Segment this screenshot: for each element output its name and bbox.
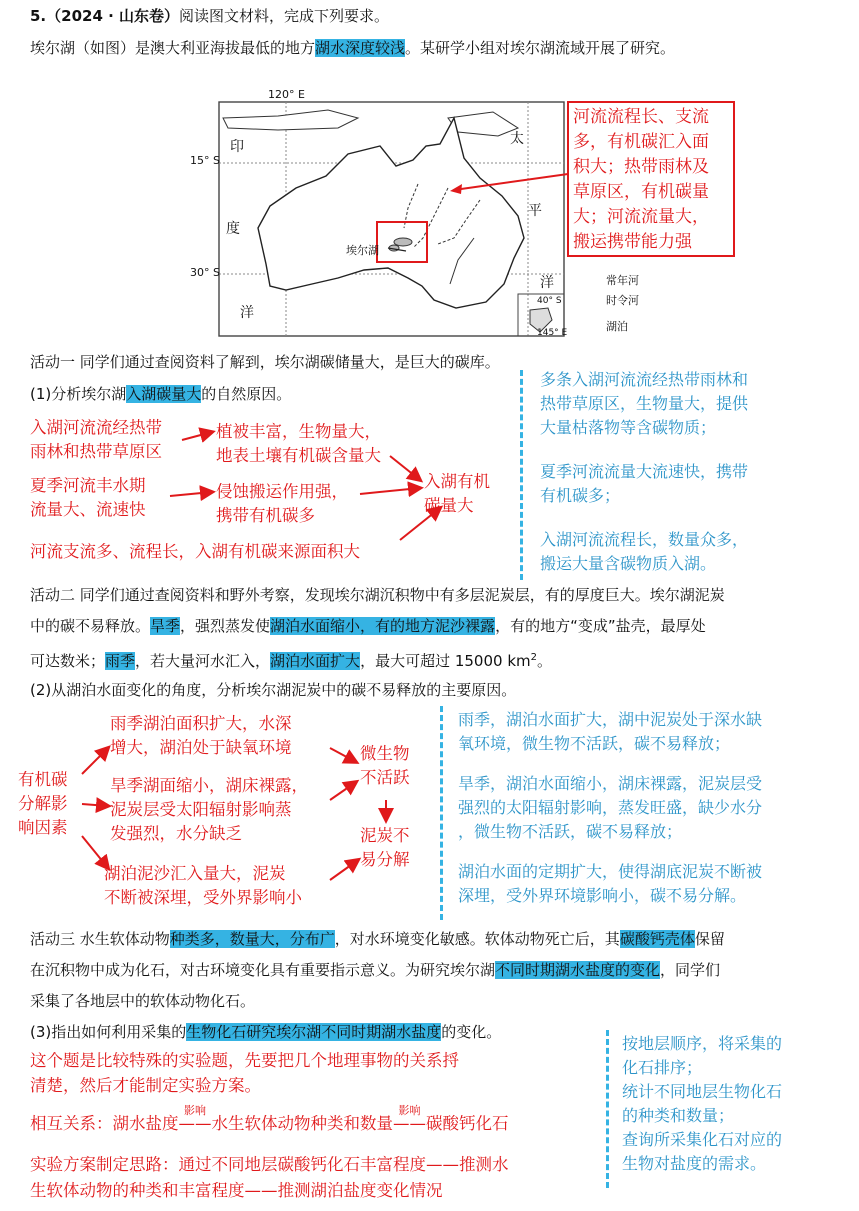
red-line: 夏季河流丰水期 xyxy=(30,476,146,495)
red-line: 这个题是比较特殊的实验题，先要把几个地理事物的关系捋 xyxy=(30,1051,459,1070)
red-line: 发强烈，水分缺乏 xyxy=(110,824,242,843)
text: 。 xyxy=(537,652,553,670)
answer-line: 统计不同地层生物化石 xyxy=(622,1082,783,1101)
activity2-text xyxy=(30,580,725,677)
highlight: 碳酸钙壳体 xyxy=(619,930,695,948)
text: ，同学们 xyxy=(660,961,721,979)
answer-line: 强烈的太阳辐射影响，蒸发旺盛，缺少水分 xyxy=(458,798,763,817)
answer-line: 搬运大量含碳物质入湖。 xyxy=(540,554,717,573)
legend-perennial: 常年河 xyxy=(606,274,639,287)
activity3-line xyxy=(30,924,725,955)
activity3-line xyxy=(30,955,725,986)
answer-line: 深埋，受外界环境影响小，碳不易分解。 xyxy=(458,886,747,905)
red-line: 入湖河流流经热带 xyxy=(30,418,162,437)
a1-answer-divider xyxy=(520,370,523,580)
q1-highlight: 入湖碳量大 xyxy=(126,385,202,403)
sea-label-yang: 洋 xyxy=(240,305,254,321)
highlight: 旱季 xyxy=(150,617,181,635)
sea-label-yin: 印 xyxy=(230,139,244,155)
text: 保留 xyxy=(694,930,725,948)
a2-red-c xyxy=(104,862,302,910)
influence-label: 影响 xyxy=(184,1104,206,1117)
q1-text: (1)分析埃尔湖 xyxy=(30,385,127,403)
red-line: 泥炭不 xyxy=(360,826,410,845)
answer-line: 氧环境，微生物不活跃，碳不易释放； xyxy=(458,734,731,753)
text: ，最大可超过 15000 km xyxy=(360,652,531,670)
red-line: 侵蚀搬运作用强， xyxy=(216,482,348,501)
a2-answer xyxy=(458,708,762,908)
red-line: 湖泊泥沙汇入量大，泥炭 xyxy=(104,864,286,883)
text: 可达数米； xyxy=(30,652,106,670)
map-note-line: 多，有机碳汇入面 xyxy=(573,132,709,152)
a2-red-a xyxy=(110,712,292,760)
sea-label-du: 度 xyxy=(226,221,240,237)
text: ，有的地方“变成”盐壳，最厚处 xyxy=(495,617,706,635)
lat-label-30: 30° S xyxy=(190,266,220,279)
lon-label-145: 145° E xyxy=(537,328,568,338)
text: 碳酸钙化石 xyxy=(426,1114,509,1133)
map-note-line: 河流流程长、支流 xyxy=(573,107,709,127)
answer-line: 有机碳多； xyxy=(540,486,621,505)
text: 活动三 水生软体动物 xyxy=(30,930,170,948)
red-line: 雨林和热带草原区 xyxy=(30,442,162,461)
sea-label-yang2: 洋 xyxy=(540,275,554,291)
text: 相互关系：湖水盐度 xyxy=(30,1114,179,1133)
red-line: 不断被深埋，受外界影响小 xyxy=(104,888,302,907)
answer-line: 湖泊水面的定期扩大，使得湖底泥炭不断被 xyxy=(458,862,763,881)
red-line: 雨季湖泊面积扩大，水深 xyxy=(110,714,292,733)
intro-text: 埃尔湖（如图）是澳大利亚海拔最低的地方 xyxy=(30,39,316,57)
sea-label-tai: 太 xyxy=(510,131,524,147)
legend-lake: 湖泊 xyxy=(606,320,628,333)
red-line: 分解影 xyxy=(18,794,68,813)
a3-plan xyxy=(30,1152,509,1204)
activity1-text: 活动一 同学们通过查阅资料了解到，埃尔湖碳储量大，是巨大的碳库。 xyxy=(30,353,500,371)
answer-line: 的种类和数量； xyxy=(622,1106,735,1125)
a3-answer xyxy=(622,1032,782,1176)
lake-eyre-label: 埃尔湖 xyxy=(346,244,379,257)
red-line: 流量大、流速快 xyxy=(30,500,146,519)
text: 在沉积物中成为化石，对古环境变化具有重要指示意义。为研究埃尔湖 xyxy=(30,961,496,979)
activity2-line: 活动二 同学们通过查阅资料和野外考察，发现埃尔湖沉积物中有多层泥炭层，有的厚度巨大。埃尔湖泥炭 xyxy=(30,586,725,604)
highlight: 湖泊水面扩大 xyxy=(270,652,361,670)
intro-text-end: 。某研学小组对埃尔湖流域开展了研究。 xyxy=(405,39,676,57)
text: (3)指出如何利用采集的 xyxy=(30,1023,187,1041)
answer-line: 热带草原区，生物量大，提供 xyxy=(540,394,749,413)
red-line: 微生物 xyxy=(360,744,410,763)
highlight: 种类多，数量大，分布广 xyxy=(169,930,335,948)
text: ，对水环境变化敏感。软体动物死亡后，其 xyxy=(334,930,620,948)
influence-connector: —— 影响 xyxy=(393,1112,426,1136)
a2-red-b xyxy=(110,774,308,846)
map-note-line: 草原区，有机碳量 xyxy=(573,182,709,202)
influence-connector: —— 影响 xyxy=(179,1112,212,1136)
a3-relation xyxy=(30,1104,509,1136)
red-line: 生软体动物的种类和丰富程度——推测湖泊盐度变化情况 xyxy=(30,1181,443,1200)
activity2-line xyxy=(30,611,725,642)
a2-red-r1 xyxy=(360,742,410,790)
map-note-line: 积大；热带雨林及 xyxy=(573,157,709,177)
answer-line: 入湖河流流程长，数量众多， xyxy=(540,530,749,549)
question-instruction: 阅读图文材料，完成下列要求。 xyxy=(179,7,390,25)
text: 水生软体动物种类和数量 xyxy=(211,1114,393,1133)
answer-line: ，微生物不活跃，碳不易释放； xyxy=(458,822,683,841)
lat-label-15: 15° S xyxy=(190,154,220,167)
red-line: 携带有机碳多 xyxy=(216,506,315,525)
red-line: 响因素 xyxy=(18,818,68,837)
sea-label-ping: 平 xyxy=(528,203,542,219)
a2-red-r2 xyxy=(360,824,410,872)
answer-line: 查询所采集化石对应的 xyxy=(622,1130,783,1149)
a2-red-left xyxy=(18,768,68,840)
text: ，强烈蒸发使 xyxy=(180,617,271,635)
legend-seasonal: 时令河 xyxy=(606,294,639,307)
a3-red-intro xyxy=(30,1048,459,1098)
answer-line: 夏季河流流量大流速快，携带 xyxy=(540,462,749,481)
question-source: （2024 · 山东卷） xyxy=(46,7,180,25)
red-line: 有机碳 xyxy=(18,770,68,789)
answer-line: 按地层顺序，将采集的 xyxy=(622,1034,783,1053)
red-line: 清楚，然后才能制定实验方案。 xyxy=(30,1076,261,1095)
red-line: 实验方案制定思路：通过不同地层碳酸钙化石丰富程度——推测水 xyxy=(30,1155,509,1174)
red-line: 旱季湖面缩小，湖床裸露， xyxy=(110,776,308,795)
activity3-text xyxy=(30,924,725,1017)
text: 中的碳不易释放。 xyxy=(30,617,151,635)
activity2-line xyxy=(30,642,725,677)
highlight: 生物化石研究埃尔湖不同时期湖水盐度 xyxy=(186,1023,442,1041)
a2-answer-divider xyxy=(440,706,443,920)
answer-line: 雨季，湖泊水面扩大，湖中泥炭处于深水缺 xyxy=(458,710,763,729)
red-line: 易分解 xyxy=(360,850,410,869)
question-number: 5. xyxy=(30,7,47,25)
highlight: 湖泊水面缩小，有的地方泥沙裸露 xyxy=(270,617,496,635)
red-line: 泥炭层受太阳辐射影响蒸 xyxy=(110,800,292,819)
red-line: 碳量大 xyxy=(424,496,474,515)
superscript: 2 xyxy=(530,652,537,663)
highlight: 不同时期湖水盐度的变化 xyxy=(495,961,661,979)
red-line: 入湖有机 xyxy=(424,472,490,491)
red-line: 地表土壤有机碳含量大 xyxy=(216,446,381,465)
a1-red-left-3: 河流支流多、流程长，入湖有机碳来源面积大 xyxy=(30,542,360,561)
activity3-line: 采集了各地层中的软体动物化石。 xyxy=(30,992,256,1010)
highlight: 雨季 xyxy=(105,652,136,670)
answer-line: 化石排序； xyxy=(622,1058,703,1077)
map-note-line: 搬运携带能力强 xyxy=(573,232,692,252)
lat-label-40: 40° S xyxy=(537,296,562,306)
answer-line: 大量枯落物等含碳物质； xyxy=(540,418,717,437)
intro-highlight: 湖水深度较浅 xyxy=(315,39,406,57)
question3 xyxy=(30,1022,501,1042)
question2: (2)从湖泊水面变化的角度，分析埃尔湖泥炭中的碳不易释放的主要原因。 xyxy=(30,681,517,699)
text: ，若大量河水汇入， xyxy=(135,652,271,670)
a3-answer-divider xyxy=(606,1030,609,1188)
red-line: 不活跃 xyxy=(360,768,410,787)
lon-label-120: 120° E xyxy=(268,88,305,101)
q1-text-end: 的自然原因。 xyxy=(201,385,292,403)
map-note-line: 大；河流流量大， xyxy=(573,207,709,227)
answer-line: 多条入湖河流流经热带雨林和 xyxy=(540,370,749,389)
answer-line: 旱季，湖泊水面缩小，湖床裸露，泥炭层受 xyxy=(458,774,763,793)
red-line: 增大，湖泊处于缺氧环境 xyxy=(110,738,292,757)
text: 的变化。 xyxy=(441,1023,502,1041)
red-line: 植被丰富，生物量大， xyxy=(216,422,381,441)
answer-line: 生物对盐度的需求。 xyxy=(622,1154,767,1173)
influence-label: 影响 xyxy=(398,1104,421,1117)
a1-answer xyxy=(540,368,748,576)
